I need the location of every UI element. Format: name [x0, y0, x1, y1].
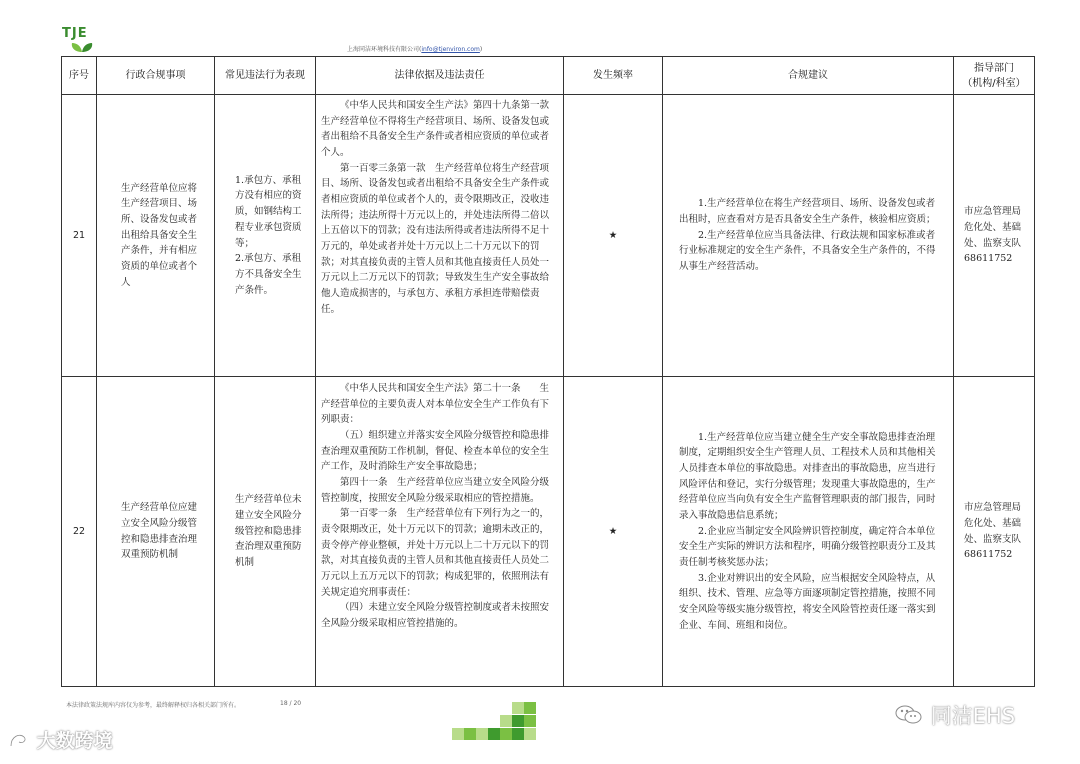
legal-basis	[316, 377, 564, 687]
behavior-line: 生产经营单位未建立安全风险分级管控和隐患排查治理双重预防机制	[235, 494, 302, 568]
advice-paragraph: 1.生产经营单位在将生产经营项目、场所、设备发包或者出租时，应查看对方是否具备安全生产条件，核验相应资质；	[679, 198, 936, 225]
law-paragraph: 《中华人民共和国安全生产法》第二十一条 生产经营单位的主要负责人对本单位安全生产工作负有下列职责：	[321, 383, 550, 426]
header-advice: 合规建议	[663, 57, 954, 95]
row-number: 21	[62, 95, 97, 377]
table-row	[62, 377, 1035, 687]
violation-behaviors	[215, 95, 316, 377]
behavior-line: 1.承包方、承租方没有相应的资质，如钢结构工程专业承包资质等；	[235, 174, 302, 249]
watermark-left-text: 大数跨境	[36, 730, 113, 752]
compliance-item: 生产经营单位应建立安全风险分级管控和隐患排查治理双重预防机制	[97, 377, 215, 687]
page-number: 18 / 20	[280, 700, 302, 707]
compliance-table	[61, 56, 1035, 687]
law-paragraph: 第一百零一条 生产经营单位有下列行为之一的，责令限期改正，处十万元以下的罚款；逾期未改正的，责令停产停业整顿，并处十万元以上二十万元以下的罚款，对其直接负责的主管人员和其他直接责任人员处二万元以上五万元以下的罚款；构成犯罪的，依照刑法有关规定追究刑事责任：	[321, 508, 550, 598]
guidance-dept: 市应急管理局危化处、基础处、监察支队 68611752	[954, 377, 1035, 687]
header-behavior: 常见违法行为表现	[215, 57, 316, 95]
company-name: 上海同洁环境科技有限公司(	[347, 46, 422, 53]
law-paragraph: 第四十一条 生产经营单位应当建立安全风险分级管控制度，按照安全风险分级采取相应的管控措施。	[321, 477, 550, 504]
advice-paragraph: 1.生产经营单位应当建立健全生产安全事故隐患排查治理制度，定期组织安全生产管理人员、工程技术人员和其他相关人员排查本单位的事故隐患。对排查出的事故隐患，应当进行风险评估和登记，实行分级管理；发现重大事故隐患的，生产经营单位应当向负有安全生产监督管理职责的部门报告，同时录入事故隐患信息系统；	[679, 431, 936, 521]
frequency-star-icon: ★	[564, 377, 663, 687]
company-email-link[interactable]: info@tjenviron.com	[421, 46, 480, 53]
law-paragraph: 《中华人民共和国安全生产法》第四十九条第一款 生产经营单位不得将生产经营项目、场所、设备发包或者出租给不具备安全生产条件或者相应资质的单位或者个人。	[321, 100, 559, 159]
law-paragraph: （五）组织建立并落实安全风险分级管控和隐患排查治理双重预防工作机制，督促、检查本单位的安全生产工作，及时消除生产安全事故隐患；	[321, 430, 550, 473]
header-num: 序号	[62, 57, 97, 95]
advice-paragraph: 2.企业应当制定安全风险辨识管控制度，确定符合本单位安全生产实际的辨识方法和程序，明确分级管控职责分工及其责任制考核奖惩办法；	[679, 525, 936, 568]
frequency-star-icon: ★	[564, 95, 663, 377]
header-dept-line1: 指导部门	[974, 62, 1014, 74]
guidance-dept: 市应急管理局危化处、基础处、监察支队 68611752	[954, 95, 1035, 377]
compliance-advice	[663, 377, 954, 687]
footer-disclaimer: 本法律政策法规库内容仅为参考，最终解释权归各相关部门所有。	[66, 702, 241, 709]
legal-basis	[316, 95, 564, 377]
compliance-advice	[663, 95, 954, 377]
wechat-icon	[894, 703, 924, 727]
watermark-right-text: 同洁EHS	[930, 704, 1016, 728]
company-logo	[62, 26, 102, 56]
watermark-swirl-icon	[8, 731, 30, 749]
header-frequency: 发生频率	[564, 57, 663, 95]
company-line-end: )	[479, 46, 483, 53]
law-paragraph: 第一百零三条第一款 生产经营单位将生产经营项目、场所、设备发包或者出租给不具备安全生产条件或者相应资质的单位或者个人的，责令限期改正，没收违法所得；违法所得十万元以上的，并处违法所得二倍以上五倍以下的罚款；没有违法所得或者违法所得不足十万元的，单处或者并处十万元以上二十万元以下的罚款；对其直接负责的主管人员和其他直接责任人员处一万元以上二万元以下的罚款；导致发生生产安全事故给他人造成损害的，与承包方、承租方承担连带赔偿责任。	[321, 162, 550, 315]
watermark-right	[894, 700, 1015, 730]
law-paragraph: （四）未建立安全风险分级管控制度或者未按照安全风险分级采取相应管控措施的。	[321, 602, 550, 630]
compliance-item: 生产经营单位应将生产经营项目、场所、设备发包或者出租给具备安全生产条件，并有相应资质的单位或者个人	[97, 95, 215, 377]
behavior-line: 2.承包方、承租方不具备安全生产条件。	[235, 253, 302, 296]
company-info-line	[347, 44, 482, 53]
leaf-logo-icon	[70, 41, 94, 53]
green-mosaic-logo-icon	[452, 702, 536, 744]
header-item: 行政合规事项	[97, 57, 215, 95]
table-header-row	[62, 57, 1035, 95]
advice-paragraph: 2.生产经营单位应当具备法律、行政法规和国家标准或者行业标准规定的安全生产条件，不具备安全生产条件的，不得从事生产经营活动。	[679, 229, 936, 272]
watermark-left	[8, 726, 113, 753]
logo-text: TJE	[62, 26, 88, 41]
advice-paragraph: 3.企业对辨识出的安全风险，应当根据安全风险特点，从组织、技术、管理、应急等方面逐项制定管控措施，按照不同安全风险等级实施分级管控，将安全风险管控责任逐一落实到企业、车间、班组和岗位。	[679, 572, 936, 631]
table-row	[62, 95, 1035, 377]
violation-behaviors	[215, 377, 316, 687]
row-number: 22	[62, 377, 97, 687]
header-law: 法律依据及违法责任	[316, 57, 564, 95]
header-dept-line2: （机构/科室）	[962, 77, 1026, 89]
header-dept	[954, 57, 1035, 95]
